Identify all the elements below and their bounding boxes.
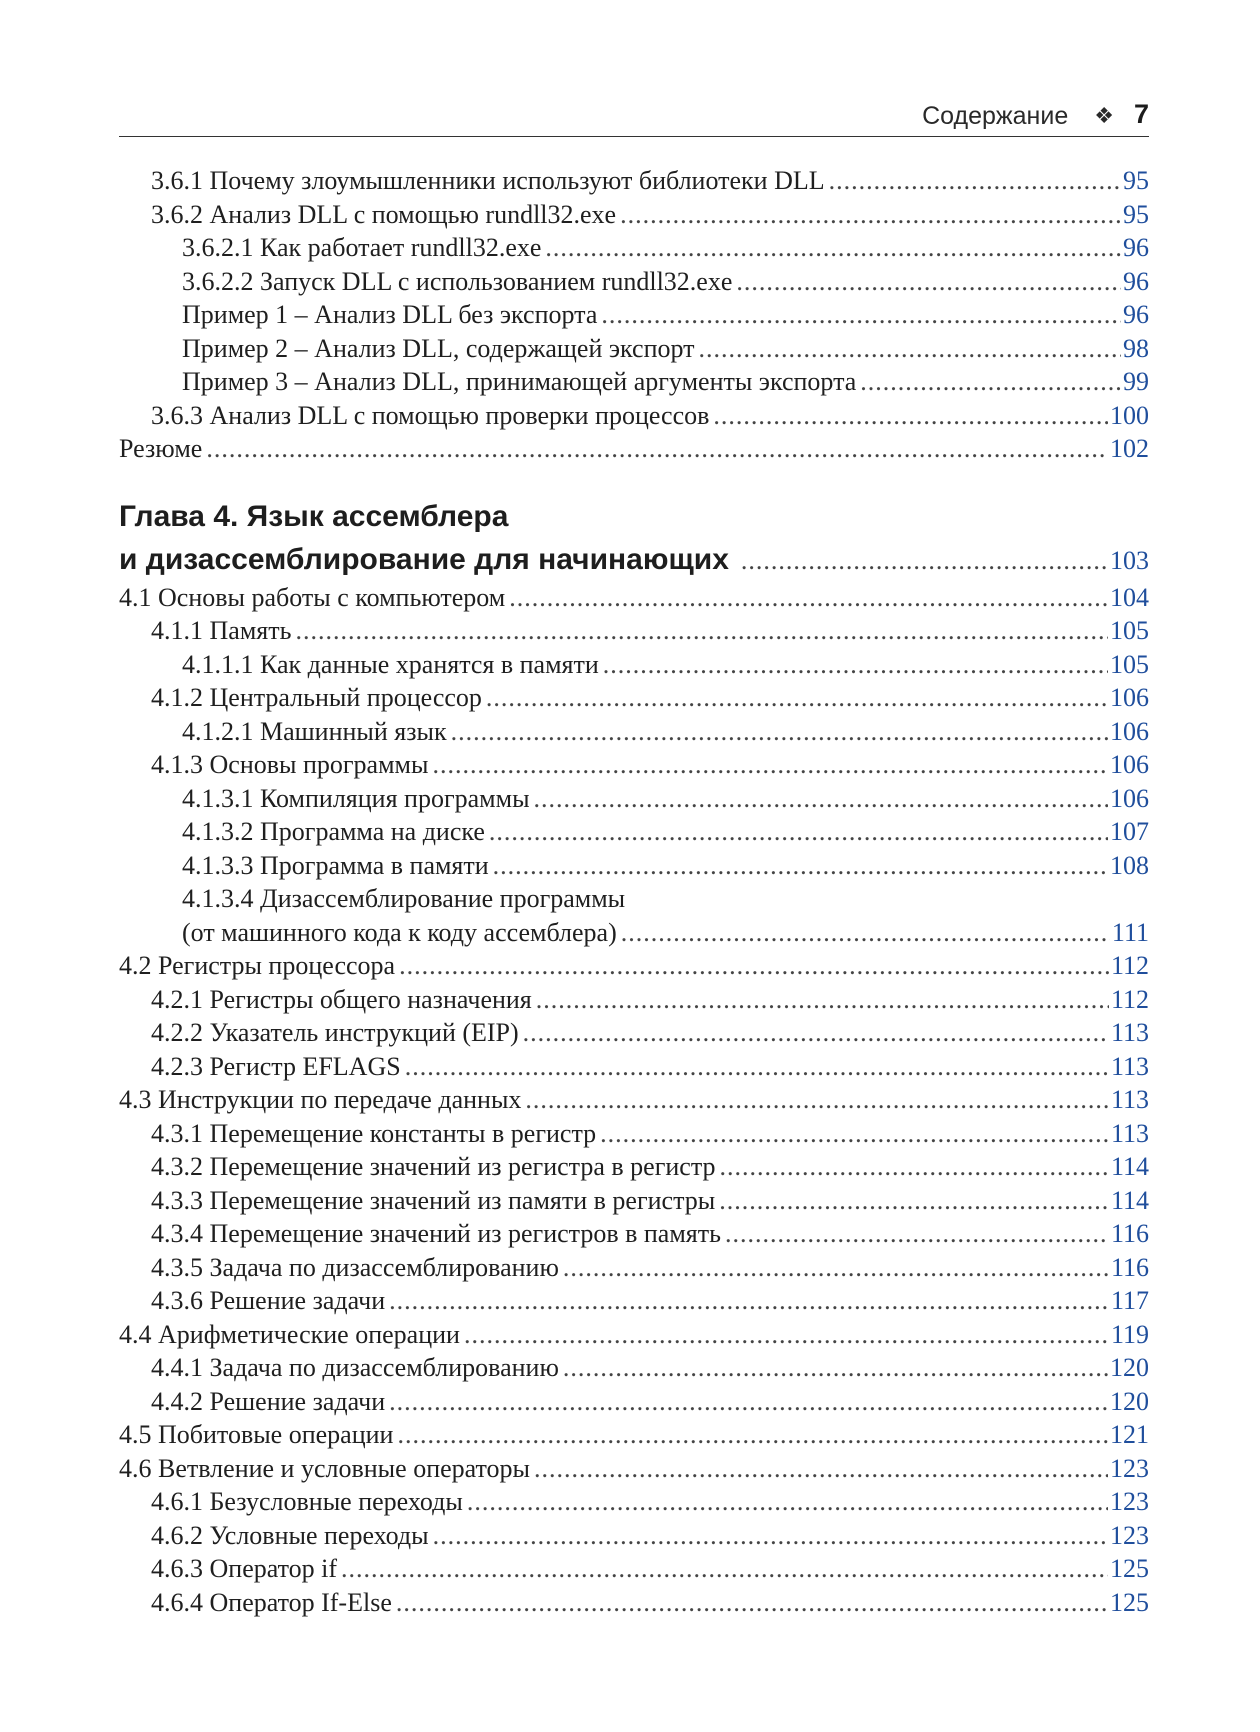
toc-entry[interactable] [119, 1318, 1149, 1352]
header-title: Содержание [922, 102, 1069, 130]
toc-page-number: 108 [1110, 850, 1149, 880]
dot-leader [486, 681, 1108, 715]
toc-page-number: 99 [1123, 367, 1149, 396]
toc-entry[interactable] [119, 1117, 1149, 1151]
toc-entry-label: 4.6.3 Оператор if [151, 1554, 337, 1583]
toc-entry-label: Пример 3 – Анализ DLL, принимающей аргументы экспорта [182, 367, 857, 396]
toc-entry[interactable] [119, 1284, 1149, 1318]
toc-page-number: 96 [1123, 266, 1149, 296]
toc-entry[interactable] [119, 332, 1149, 366]
toc-page-number: 125 [1110, 1554, 1149, 1583]
toc-entry-label: 4.1.2.1 Машинный язык [182, 716, 447, 746]
dot-leader [397, 1418, 1108, 1452]
dot-leader [206, 432, 1108, 466]
toc-entry-label: 4.2.1 Регистры общего назначения [151, 984, 532, 1014]
toc-entry-label: 4.1.3.4 Дизассемблирование программы [182, 884, 626, 913]
toc-entry-label: 4.1.1 Память [151, 616, 292, 645]
toc-section-chapter-4 [119, 581, 1149, 1620]
toc-page-number: 114 [1110, 1152, 1149, 1181]
toc-entry[interactable] [119, 1184, 1149, 1218]
dot-leader [725, 1217, 1109, 1251]
dot-leader [341, 1552, 1108, 1586]
toc-entry-label: Пример 2 – Анализ DLL, содержащей экспорт [182, 333, 695, 363]
toc-entry[interactable] [119, 1418, 1149, 1452]
toc-page-number: 120 [1110, 1386, 1149, 1416]
toc-entry-label: 4.6 Ветвление и условные операторы [119, 1453, 530, 1483]
dot-leader [603, 648, 1108, 682]
toc-entry-label: 4.6.2 Условные переходы [151, 1520, 429, 1550]
chapter-heading[interactable] [119, 495, 1149, 581]
dot-leader [493, 849, 1108, 883]
dot-leader [433, 1519, 1108, 1553]
toc-entry-label: 4.3.4 Перемещение значений из регистров в память [151, 1219, 721, 1248]
toc-page-number: 106 [1110, 750, 1149, 779]
toc-section-chapter-3 [119, 164, 1149, 466]
dot-leader [405, 1050, 1109, 1084]
toc-entry-label: 3.6.3 Анализ DLL с помощью проверки процессов [151, 400, 710, 430]
toc-entry-label: 4.3.3 Перемещение значений из памяти в регистры [151, 1185, 716, 1215]
toc-entry[interactable] [119, 1552, 1149, 1586]
toc-entry-label: 4.1.1.1 Как данные хранятся в памяти [182, 649, 599, 679]
dot-leader [601, 298, 1121, 332]
toc-entry[interactable] [119, 614, 1149, 648]
toc-entry[interactable] [119, 1016, 1149, 1050]
ornament-icon: ❖ [1094, 103, 1114, 128]
dot-leader [489, 815, 1108, 849]
dot-leader [563, 1351, 1108, 1385]
dot-leader [620, 198, 1121, 232]
dot-leader [536, 983, 1109, 1017]
toc-entry[interactable] [119, 265, 1149, 299]
table-of-contents [119, 164, 1149, 1619]
toc-page-number: 123 [1110, 1520, 1149, 1550]
toc-entry[interactable] [119, 882, 1149, 916]
dot-leader [399, 949, 1109, 983]
toc-entry-label: 4.1.3.2 Программа на диске [182, 817, 485, 846]
toc-page-number: 121 [1110, 1420, 1149, 1449]
toc-entry-label: 4.2.3 Регистр EFLAGS [151, 1051, 401, 1081]
dot-leader [563, 1251, 1109, 1285]
toc-page-number: 113 [1110, 1051, 1149, 1081]
toc-page-number: 95 [1123, 199, 1149, 229]
toc-entry[interactable] [119, 1385, 1149, 1419]
toc-entry-label: 3.6.2 Анализ DLL с помощью rundll32.exe [151, 199, 617, 229]
dot-leader [451, 715, 1108, 749]
chapter-title-row [119, 539, 1149, 581]
toc-entry[interactable] [119, 198, 1149, 232]
toc-page-number: 106 [1110, 683, 1149, 712]
dot-leader [467, 1485, 1108, 1519]
header-page-number: 7 [1133, 99, 1149, 129]
dot-leader [829, 164, 1121, 198]
dot-leader [534, 1452, 1108, 1486]
toc-page-number: 105 [1110, 649, 1149, 679]
toc-page-number: 112 [1110, 984, 1149, 1014]
toc-page-number: 104 [1110, 582, 1149, 612]
toc-entry[interactable] [119, 399, 1149, 433]
chapter-page-number: 103 [1110, 545, 1149, 575]
toc-entry-label: 4.3.5 Задача по дизассемблированию [151, 1252, 559, 1282]
toc-entry[interactable] [119, 849, 1149, 883]
toc-entry-label: 4.1.3.3 Программа в памяти [182, 850, 489, 880]
toc-entry-label: 4.5 Побитовые операции [119, 1420, 394, 1449]
dot-leader [860, 365, 1121, 399]
toc-page-number: 112 [1110, 951, 1149, 980]
toc-page-number: 123 [1110, 1453, 1149, 1483]
toc-page-number: 113 [1110, 1018, 1149, 1047]
toc-page-number: 117 [1110, 1286, 1149, 1315]
dot-leader [523, 1016, 1109, 1050]
toc-entry-label: 3.6.1 Почему злоумышленники используют библиотеки DLL [151, 166, 825, 195]
toc-entry-label: 4.2 Регистры процессора [119, 951, 396, 980]
toc-entry[interactable] [119, 1351, 1149, 1385]
dot-leader [525, 1083, 1109, 1117]
toc-entry-label: 4.1.3.1 Компиляция программы [182, 783, 530, 813]
toc-page-number: 113 [1110, 1118, 1149, 1148]
toc-entry[interactable] [119, 298, 1149, 332]
toc-entry-label: 4.6.1 Безусловные переходы [151, 1487, 463, 1516]
toc-entry-label: 4.4.2 Решение задачи [151, 1386, 386, 1416]
toc-page-number: 96 [1123, 300, 1149, 329]
toc-entry[interactable] [119, 581, 1149, 615]
toc-entry-label: 4.6.4 Оператор If-Else [151, 1587, 392, 1617]
dot-leader [295, 614, 1108, 648]
dot-leader [699, 332, 1122, 366]
toc-page-number: 116 [1110, 1252, 1149, 1282]
toc-entry-label: 4.3 Инструкции по передаче данных [119, 1085, 522, 1114]
toc-page-number: 113 [1110, 1085, 1149, 1114]
toc-entry[interactable] [119, 648, 1149, 682]
dot-leader [720, 1150, 1109, 1184]
toc-entry[interactable] [119, 815, 1149, 849]
toc-entry-label: 4.1.2 Центральный процессор [151, 683, 482, 712]
toc-entry[interactable] [119, 949, 1149, 983]
toc-entry[interactable] [119, 432, 1149, 466]
toc-entry[interactable] [119, 715, 1149, 749]
dot-leader [741, 540, 1108, 582]
toc-page-number: 95 [1123, 166, 1149, 195]
toc-entry[interactable] [119, 1452, 1149, 1486]
toc-entry-label: 4.1.3 Основы программы [151, 750, 429, 779]
toc-page-number: 105 [1110, 616, 1149, 645]
toc-entry-label: 4.2.2 Указатель инструкций (EIP) [151, 1018, 519, 1047]
toc-page-number: 120 [1110, 1353, 1149, 1382]
toc-entry[interactable] [119, 681, 1149, 715]
dot-leader [713, 399, 1108, 433]
chapter-title-line-2: и дизассемблирование для начинающих [119, 542, 729, 576]
toc-page-number: 114 [1110, 1185, 1149, 1215]
toc-page-number: 123 [1110, 1487, 1149, 1516]
toc-page-number: 96 [1123, 233, 1149, 262]
toc-entry[interactable] [119, 782, 1149, 816]
toc-page-number: 106 [1110, 783, 1149, 813]
toc-entry-label: 4.4.1 Задача по дизассемблированию [151, 1353, 559, 1382]
dot-leader [396, 1586, 1108, 1620]
dot-leader [464, 1318, 1109, 1352]
toc-entry[interactable] [119, 1519, 1149, 1553]
toc-entry[interactable] [119, 983, 1149, 1017]
dot-leader [600, 1117, 1109, 1151]
toc-entry[interactable] [119, 1485, 1149, 1519]
toc-entry-label: 4.1 Основы работы с компьютером [119, 582, 506, 612]
toc-entry-label-continued: (от машинного кода к коду ассемблера) [182, 917, 617, 947]
toc-entry-label: Пример 1 – Анализ DLL без экспорта [182, 300, 598, 329]
dot-leader [719, 1184, 1109, 1218]
dot-leader [545, 231, 1121, 265]
toc-entry-label: 3.6.2.2 Запуск DLL с использованием rundll32.exe [182, 266, 733, 296]
toc-entry-label: Резюме [119, 434, 203, 463]
dot-leader [389, 1284, 1109, 1318]
toc-entry[interactable] [119, 1083, 1149, 1117]
toc-page-number: 119 [1110, 1319, 1149, 1349]
dot-leader [534, 782, 1108, 816]
chapter-title-line-1: Глава 4. Язык ассемблера [119, 499, 509, 533]
toc-entry-label: 4.3.2 Перемещение значений из регистра в регистр [151, 1152, 716, 1181]
toc-entry-label: 4.3.6 Решение задачи [151, 1286, 386, 1315]
toc-entry-label: 3.6.2.1 Как работает rundll32.exe [182, 233, 542, 262]
dot-leader [389, 1385, 1108, 1419]
toc-entry[interactable] [119, 365, 1149, 399]
dot-leader [736, 265, 1121, 299]
running-header [119, 90, 1149, 137]
toc-entry[interactable] [119, 1217, 1149, 1251]
toc-entry-label: 4.3.1 Перемещение константы в регистр [151, 1118, 597, 1148]
dot-leader [621, 916, 1110, 950]
toc-page-number: 100 [1110, 400, 1149, 430]
toc-page-number: 106 [1110, 716, 1149, 746]
toc-page-number: 107 [1110, 817, 1149, 846]
toc-entry-continuation[interactable] [119, 916, 1149, 950]
toc-page-number: 125 [1110, 1587, 1149, 1617]
toc-entry[interactable] [119, 164, 1149, 198]
toc-entry[interactable] [119, 1150, 1149, 1184]
toc-entry[interactable] [119, 748, 1149, 782]
toc-entry[interactable] [119, 1586, 1149, 1620]
dot-leader [509, 581, 1108, 615]
toc-entry[interactable] [119, 1251, 1149, 1285]
dot-leader [432, 748, 1108, 782]
toc-page-number: 98 [1123, 333, 1149, 363]
toc-page-number: 102 [1110, 434, 1149, 463]
toc-page-number: 111 [1111, 917, 1149, 947]
toc-page-number: 116 [1110, 1219, 1149, 1248]
toc-entry[interactable] [119, 231, 1149, 265]
toc-entry[interactable] [119, 1050, 1149, 1084]
toc-entry-label: 4.4 Арифметические операции [119, 1319, 460, 1349]
